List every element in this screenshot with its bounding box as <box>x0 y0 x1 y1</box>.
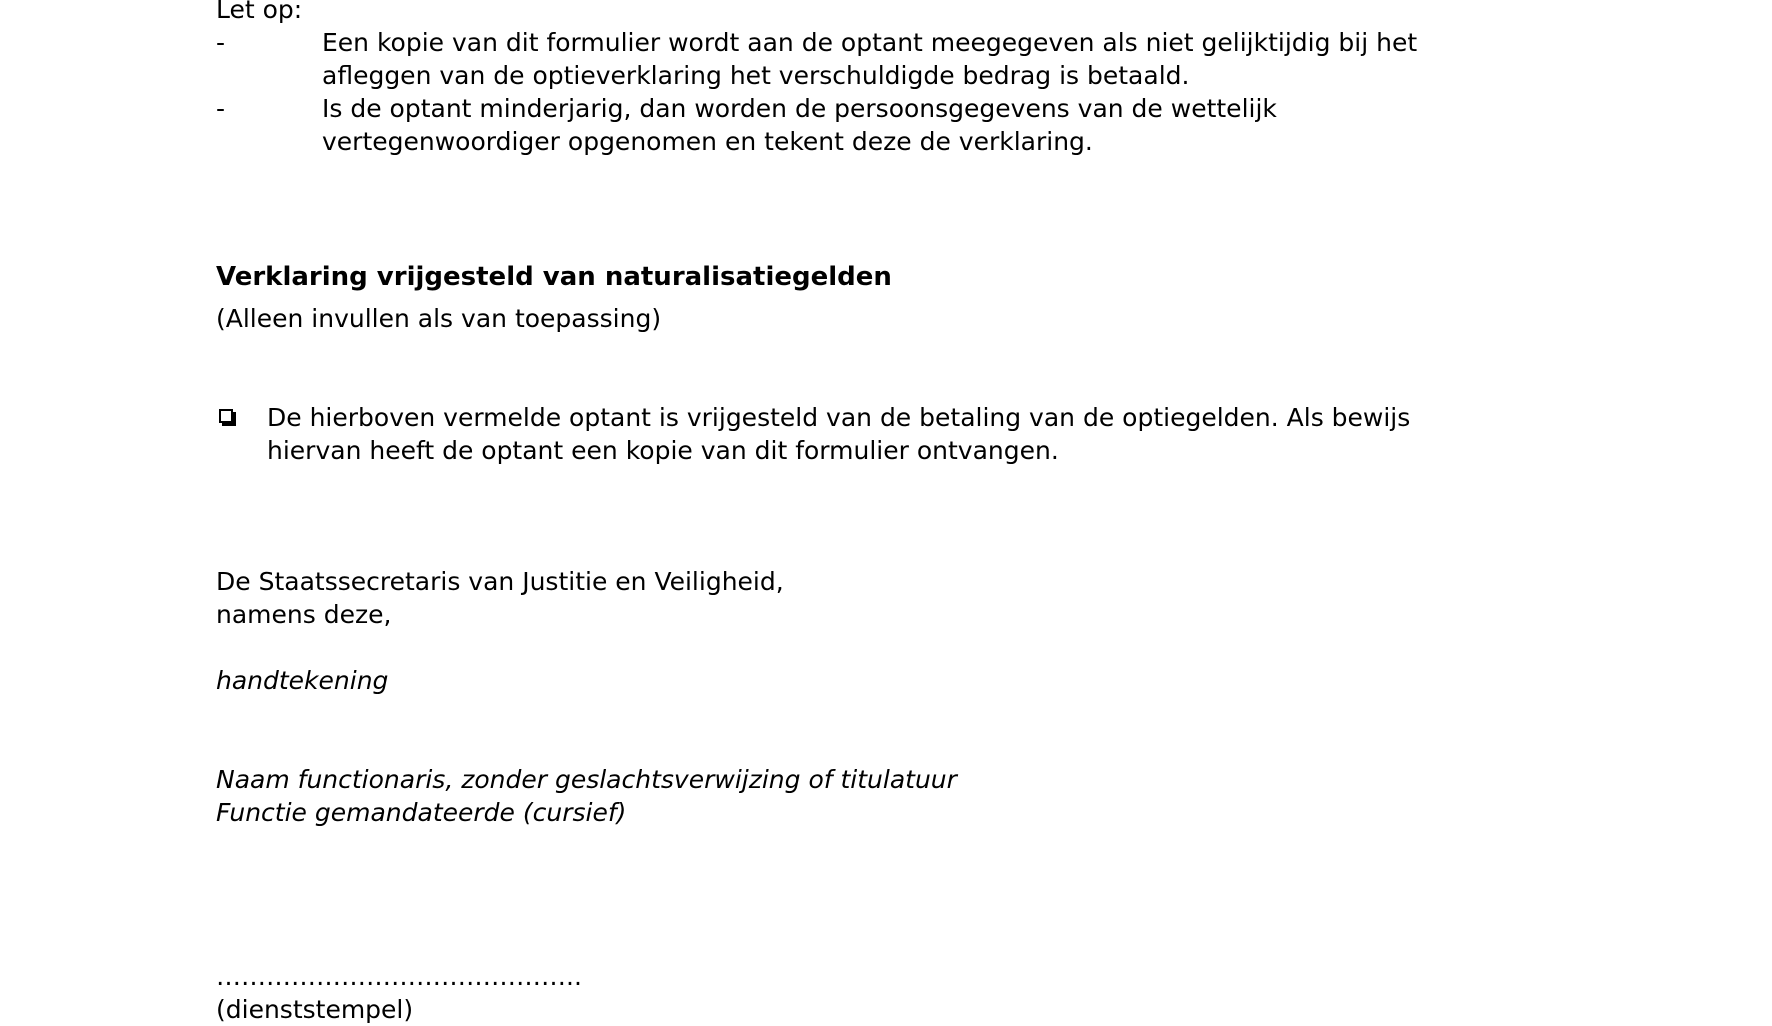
exemption-subtitle: (Alleen invullen als van toepassing) <box>216 304 662 333</box>
checkbox-label-line: hiervan heeft de optant een kopie van dit formulier ontvangen. <box>267 436 1059 465</box>
notice-item-line: afleggen van de optieverklaring het verschuldigde bedrag is betaald. <box>322 61 1190 90</box>
signatory-block <box>216 565 1576 631</box>
authority-line: De Staatssecretaris van Justitie en Veiligheid, <box>216 567 784 596</box>
exemption-checkbox[interactable] <box>219 409 233 423</box>
stamp-label: (dienststempel) <box>216 995 414 1024</box>
on-behalf-line: namens deze, <box>216 600 392 629</box>
notice-item <box>216 92 1576 158</box>
stamp-block <box>216 960 1576 1026</box>
notice-heading: Let op: <box>216 0 303 24</box>
exemption-title: Verklaring vrijgesteld van naturalisatiegelden <box>216 262 892 292</box>
official-function-line: Functie gemandateerde (cursief) <box>216 798 627 827</box>
signature-placeholder: handtekening <box>216 666 389 695</box>
bullet-dash: - <box>216 28 226 57</box>
notice-item-line: Een kopie van dit formulier wordt aan de optant meegegeven als niet gelijktijdig bij het <box>322 28 1418 57</box>
notice-item-line: vertegenwoordiger opgenomen en tekent deze de verklaring. <box>322 127 1093 156</box>
notice-item <box>216 26 1576 92</box>
stamp-dotted-line: …………………………………….. <box>216 962 582 991</box>
bullet-dash: - <box>216 94 226 123</box>
notice-section <box>216 0 1576 158</box>
official-block <box>216 763 1576 829</box>
exemption-checkbox-row <box>216 401 1567 467</box>
notice-item-line: Is de optant minderjarig, dan worden de persoonsgegevens van de wettelijk <box>322 94 1277 123</box>
official-name-line: Naam functionaris, zonder geslachtsverwijzing of titulatuur <box>216 765 957 794</box>
checkbox-label-line: De hierboven vermelde optant is vrijgesteld van de betaling van de optiegelden. Als bewijs <box>267 403 1411 432</box>
